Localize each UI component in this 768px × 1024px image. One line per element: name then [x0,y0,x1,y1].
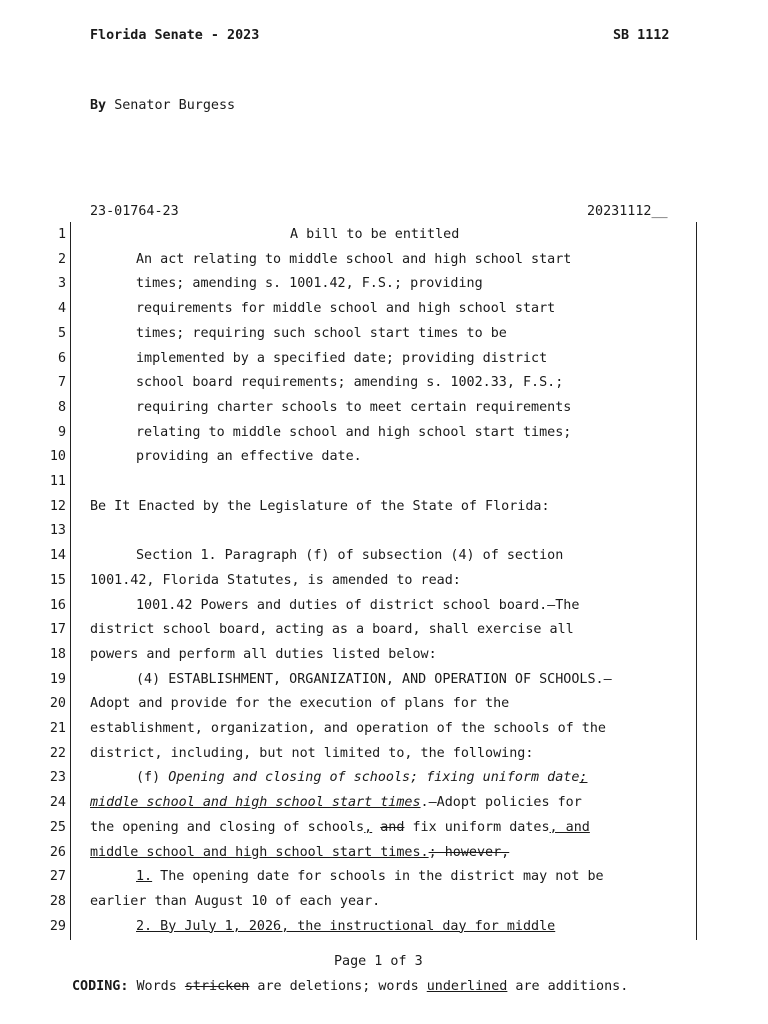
line-number: 16 [49,597,66,613]
text-run: Section 1. Paragraph (f) of subsection (4) of section [136,548,564,564]
line-number: 22 [49,745,66,761]
text-run: A bill to be entitled [290,227,460,242]
coding-text-a: Words [128,979,185,994]
text-run: implemented by a specified date; providing district [136,350,548,366]
text-run: .—Adopt policies for [420,795,582,811]
bill-line [0,919,768,944]
bill-line [0,548,768,573]
line-number: 3 [57,276,66,292]
line-text [136,598,579,613]
line-text [136,672,612,687]
line-number: 1 [57,227,66,242]
line-number: 12 [49,498,66,514]
bill-line [0,375,768,400]
line-number: 5 [57,325,66,341]
text-run: 2. By July 1, 2026, the instructional day for middle [136,918,556,934]
line-text [136,351,547,366]
bill-line [0,795,768,820]
line-number: 9 [57,424,66,440]
line-text [136,375,563,390]
sponsor-line [90,98,235,113]
text-run: Be It Enacted by the Legislature of the State of Florida: [90,498,550,514]
line-text [90,894,380,909]
line-number: 11 [49,474,66,489]
sponsor-name: Senator Burgess [114,98,236,113]
bill-line [0,746,768,771]
line-text [90,721,606,736]
bill-line [0,696,768,721]
bill-line [0,499,768,524]
text-run: 1. [136,869,153,885]
line-number: 28 [49,893,66,909]
text-run: The opening date for schools in the district may not be [152,869,604,885]
line-number: 17 [49,622,66,638]
text-run: (f) [136,770,169,786]
text-run: Adopt and provide for the execution of plans for the [90,696,510,712]
line-number: 27 [49,869,66,885]
line-text [136,919,555,934]
text-run: district, including, but not limited to, the following: [90,745,534,761]
text-run: and [380,819,405,835]
bill-line [0,721,768,746]
bill-code: 20231112__ [587,204,668,219]
line-number: 26 [49,844,66,860]
bill-line [0,598,768,623]
text-run: An act relating to middle school and high school start [136,251,572,267]
sponsor-label: By [90,98,107,113]
bill-number: SB 1112 [613,28,670,43]
text-run: ; [579,770,588,786]
bill-line [0,647,768,672]
bill-line [0,400,768,425]
line-number: 15 [49,572,66,588]
line-number: 4 [57,301,66,317]
bill-line [0,869,768,894]
line-text [136,449,362,464]
line-text [136,548,563,563]
line-number: 20 [49,696,66,712]
bill-line [0,326,768,351]
line-text [136,770,587,785]
line-number: 21 [49,721,66,736]
text-run: school board requirements; amending s. 1002.33, F.S.; [136,375,564,391]
bill-line [0,276,768,301]
line-text [90,499,550,514]
bill-line [0,672,768,697]
text-run: middle school and high school start times. [90,844,429,860]
line-number: 24 [49,795,66,811]
text-run: requirements for middle school and high school start [136,301,556,317]
line-text [136,301,555,316]
text-run: 1001.42 Powers and duties of district school board.—The [136,597,580,613]
bill-line [0,474,768,499]
line-text [136,252,571,267]
line-number: 10 [49,449,66,465]
text-run: 1001.42, Florida Statutes, is amended to read: [90,572,461,588]
coding-underlined: underlined [426,979,508,994]
line-number: 13 [49,523,66,539]
text-run: Opening and closing of schools; fixing uniform date [168,770,580,786]
text-run: middle school and high school start times [90,795,421,811]
coding-text-c: are additions. [507,979,629,994]
bill-line [0,449,768,474]
coding-label: CODING: [72,979,129,994]
bill-line [0,820,768,845]
line-text [90,746,533,761]
line-text [136,326,507,341]
text-run: relating to middle school and high school start times; [136,424,572,440]
line-text [290,227,459,242]
line-text [90,573,461,588]
bill-line [0,894,768,919]
bill-line [0,523,768,548]
text-run: ; however, [428,844,510,860]
text-run: times; requiring such school start times to be [136,325,507,341]
bill-line [0,573,768,598]
text-run: times; amending s. 1001.42, F.S.; providing [136,276,483,292]
text-run: (4) ESTABLISHMENT, ORGANIZATION, AND OPERATION OF SCHOOLS.— [136,671,612,687]
bill-line [0,770,768,795]
coding-legend [72,979,628,994]
bill-line [0,252,768,277]
text-run: providing an effective date. [136,449,362,465]
line-text [90,820,590,835]
line-number: 25 [49,819,66,835]
line-text [136,425,571,440]
text-run: establishment, organization, and operation of the schools of the [90,721,606,736]
line-number: 29 [49,918,66,934]
line-number: 6 [57,350,66,366]
text-run: district school board, acting as a board, shall exercise all [90,622,574,638]
text-run: requiring charter schools to meet certain requirements [136,399,572,415]
coding-stricken: stricken [184,979,250,994]
line-text [90,647,437,662]
line-text [90,845,509,860]
text-run: , and [549,819,590,835]
bill-line [0,351,768,376]
line-text [136,400,571,415]
line-number: 2 [57,251,66,267]
bill-line [0,622,768,647]
line-number: 8 [57,399,66,415]
line-text [136,869,604,884]
bill-line [0,301,768,326]
text-run: powers and perform all duties listed below: [90,646,437,662]
line-number: 14 [49,548,66,564]
page-number: Page 1 of 3 [334,954,423,969]
text-run: fix uniform dates [404,819,550,835]
line-number: 7 [57,375,66,391]
bill-line [0,227,768,252]
text-run: earlier than August 10 of each year. [90,893,381,909]
bill-line [0,425,768,450]
text-run: , [364,819,373,835]
text-run: the opening and closing of schools [90,819,365,835]
line-text [90,795,582,810]
line-text [90,622,574,637]
coding-text-b: are deletions; words [249,979,427,994]
line-text [90,696,509,711]
line-number: 19 [49,671,66,687]
line-number: 23 [49,770,66,786]
chamber-title: Florida Senate - 2023 [90,28,260,43]
line-number: 18 [49,646,66,662]
bill-line [0,845,768,870]
draft-code: 23-01764-23 [90,204,179,219]
line-text [136,276,483,291]
